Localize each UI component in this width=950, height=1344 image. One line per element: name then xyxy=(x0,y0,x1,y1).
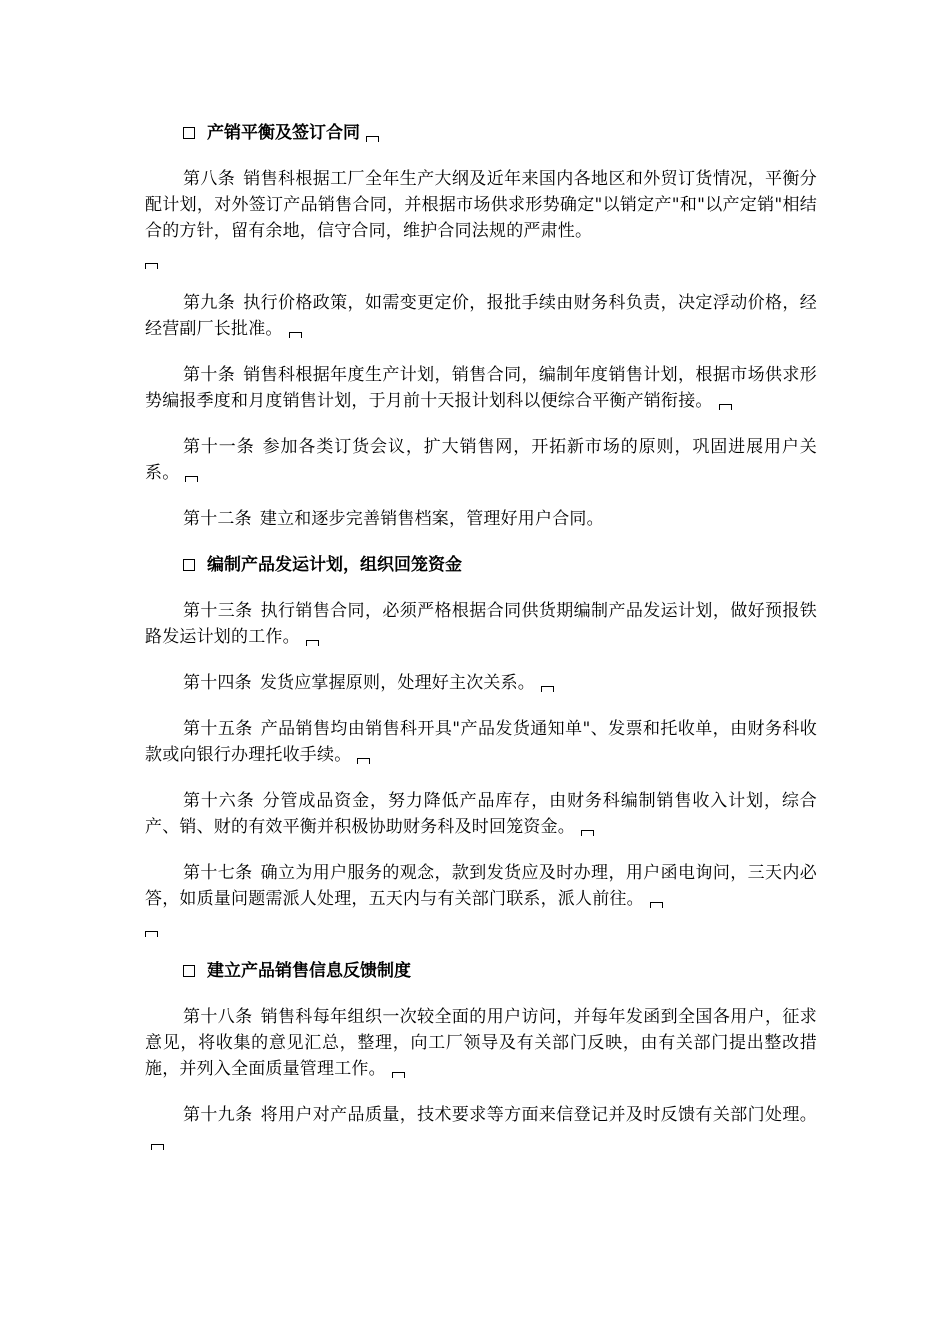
paragraph-mark-icon xyxy=(145,263,158,269)
article-9 xyxy=(145,290,817,342)
article-number: 第十五条 xyxy=(183,719,253,739)
article-17 xyxy=(145,860,817,912)
article-number: 第十条 xyxy=(183,365,236,385)
article-12 xyxy=(145,506,817,532)
article-8 xyxy=(145,166,817,244)
checkbox-icon xyxy=(183,559,195,571)
paragraph-mark-icon xyxy=(145,931,158,937)
article-text: 建立和逐步完善销售档案，管理好用户合同。 xyxy=(259,509,604,529)
article-number: 第十三条 xyxy=(183,601,253,621)
article-number: 第十四条 xyxy=(183,673,252,693)
article-11 xyxy=(145,434,817,486)
paragraph-mark-icon xyxy=(581,830,594,836)
document-body xyxy=(145,120,817,1174)
paragraph-mark-icon xyxy=(185,476,198,482)
article-number: 第十九条 xyxy=(183,1105,253,1125)
article-15 xyxy=(145,716,817,768)
checkbox-icon xyxy=(183,965,195,977)
article-text: 将用户对产品质量，技术要求等方面来信登记并及时反馈有关部门处理。 xyxy=(260,1105,817,1125)
article-16 xyxy=(145,788,817,840)
article-10 xyxy=(145,362,817,414)
article-number: 第十七条 xyxy=(183,863,253,883)
article-text: 产品销售均由销售科开具"产品发货通知单"、发票和托收单，由财务科收款或向银行办理托收手续。 xyxy=(145,719,817,765)
article-19 xyxy=(145,1102,817,1154)
article-text: 销售科根据年度生产计划，销售合同，编制年度销售计划，根据市场供求形势编报季度和月度销售计划，于月前十天报计划科以便综合平衡产销衔接。 xyxy=(145,365,817,411)
article-number: 第八条 xyxy=(183,169,236,189)
article-text: 执行价格政策，如需变更定价，报批手续由财务科负责，决定浮动价格，经经营副厂长批准。 xyxy=(145,293,817,339)
paragraph-mark-icon xyxy=(151,1144,164,1150)
article-number: 第十八条 xyxy=(183,1007,253,1027)
paragraph-mark-icon xyxy=(719,404,732,410)
article-text: 销售科根据工厂全年生产大纲及近年来国内各地区和外贸订货情况，平衡分配计划，对外签订产品销售合同，并根据市场供求形势确定"以销定产"和"以产定销"相结合的方针，留有余地，信守合同，维护合同法规的严肃性。 xyxy=(145,169,817,241)
article-text: 销售科每年组织一次较全面的用户访问，并每年发函到全国各用户，征求意见，将收集的意见汇总，整理，向工厂领导及有关部门反映，由有关部门提出整改措施，并列入全面质量管理工作。 xyxy=(145,1007,817,1079)
article-number: 第九条 xyxy=(183,293,236,313)
article-number: 第十一条 xyxy=(183,437,255,457)
section-heading xyxy=(145,120,817,146)
article-text: 执行销售合同，必须严格根据合同供货期编制产品发运计划，做好预报铁路发运计划的工作。 xyxy=(145,601,817,647)
section-heading xyxy=(145,958,817,984)
paragraph-mark-icon xyxy=(357,758,370,764)
paragraph-mark-icon xyxy=(392,1072,405,1078)
paragraph-mark-icon xyxy=(289,332,302,338)
paragraph-mark-icon xyxy=(306,640,319,646)
article-18 xyxy=(145,1004,817,1082)
article-14 xyxy=(145,670,817,696)
checkbox-icon xyxy=(183,127,195,139)
article-13 xyxy=(145,598,817,650)
article-text: 确立为用户服务的观念，款到发货应及时办理，用户函电询问，三天内必答，如质量问题需派人处理，五天内与有关部门联系，派人前往。 xyxy=(145,863,817,909)
article-number: 第十六条 xyxy=(183,791,255,811)
section-heading-text: 产销平衡及签订合同 xyxy=(207,123,360,143)
article-number: 第十二条 xyxy=(183,509,252,529)
section-heading-text: 建立产品销售信息反馈制度 xyxy=(207,961,411,981)
paragraph-mark-icon xyxy=(650,902,663,908)
paragraph-mark-icon xyxy=(366,136,379,142)
empty-paragraph xyxy=(145,250,817,270)
paragraph-mark-icon xyxy=(541,686,554,692)
article-text: 参加各类订货会议，扩大销售网，开拓新市场的原则，巩固进展用户关系。 xyxy=(145,437,817,483)
article-text: 发货应掌握原则，处理好主次关系。 xyxy=(259,673,536,693)
section-heading-text: 编制产品发运计划，组织回笼资金 xyxy=(207,555,462,575)
article-text: 分管成品资金，努力降低产品库存，由财务科编制销售收入计划，综合产、销、财的有效平衡并积极协助财务科及时回笼资金。 xyxy=(145,791,817,837)
section-heading xyxy=(145,552,817,578)
empty-paragraph xyxy=(145,918,817,938)
